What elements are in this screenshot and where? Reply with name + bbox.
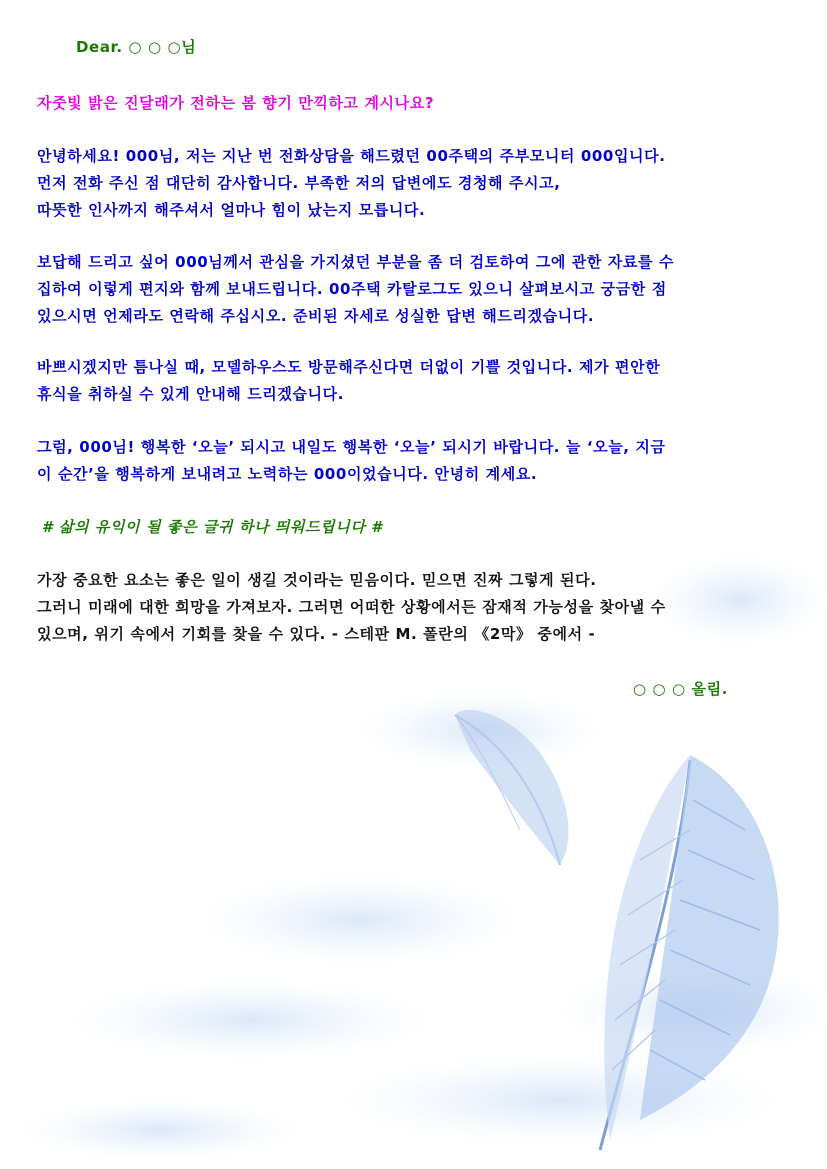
- quote-heading: # 삶의 유익이 될 좋은 글귀 하나 띄워드립니다 #: [42, 518, 383, 536]
- intro-question: 자줏빛 밝은 진달래가 전하는 봄 향기 만끽하고 계시나요?: [37, 94, 435, 112]
- closing-signature: ○ ○ ○ 올림.: [633, 680, 729, 698]
- greeting: Dear. ○ ○ ○님: [76, 38, 197, 56]
- quote-line: 그러니 미래에 대한 희망을 가져보자. 그러면 어떠한 상황에서든 잠재적 가능성을 찾아낼 수: [37, 598, 666, 616]
- quote-line: 가장 중요한 요소는 좋은 일이 생길 것이라는 믿음이다. 믿으면 진짜 그렇게 된다.: [37, 571, 597, 589]
- quote-line: 있으며, 위기 속에서 기회를 찾을 수 있다. - 스테판 M. 폴란의 《2막》 중에서 -: [37, 625, 596, 643]
- paragraph2-line: 보답해 드리고 싶어 000님께서 관심을 가지셨던 부분을 좀 더 검토하여 그에 관한 자료를 수: [37, 253, 674, 271]
- paragraph4-line: 이 순간’을 행복하게 보내려고 노력하는 000이었습니다. 안녕히 계세요.: [37, 465, 538, 483]
- paragraph2-line: 있으시면 언제라도 연락해 주십시오. 준비된 자세로 성실한 답변 해드리겠습니다.: [37, 307, 595, 325]
- paragraph4-line: 그럼, 000님! 행복한 ‘오늘’ 되시고 내일도 행복한 ‘오늘’ 되시기 바랍니다. 늘 ‘오늘, 지금: [37, 438, 666, 456]
- paragraph1-line: 안녕하세요! 000님, 저는 지난 번 전화상담을 해드렸던 00주택의 주부모니터 000입니다.: [37, 147, 666, 165]
- paragraph3-line: 바쁘시겠지만 틈나실 때, 모델하우스도 방문해주신다면 더없이 기쁠 것입니다. 제가 편안한: [37, 358, 661, 376]
- paragraph3-line: 휴식을 취하실 수 있게 안내해 드리겠습니다.: [37, 385, 345, 403]
- paragraph1-line: 먼저 전화 주신 점 대단히 감사합니다. 부족한 저의 답변에도 경청해 주시고,: [37, 174, 561, 192]
- paragraph2-line: 집하여 이렇게 편지와 함께 보내드립니다. 00주택 카탈로그도 있으니 살펴보시고 궁금한 점: [37, 280, 667, 298]
- paragraph1-line: 따뜻한 인사까지 해주셔서 얼마나 힘이 났는지 모릅니다.: [37, 201, 426, 219]
